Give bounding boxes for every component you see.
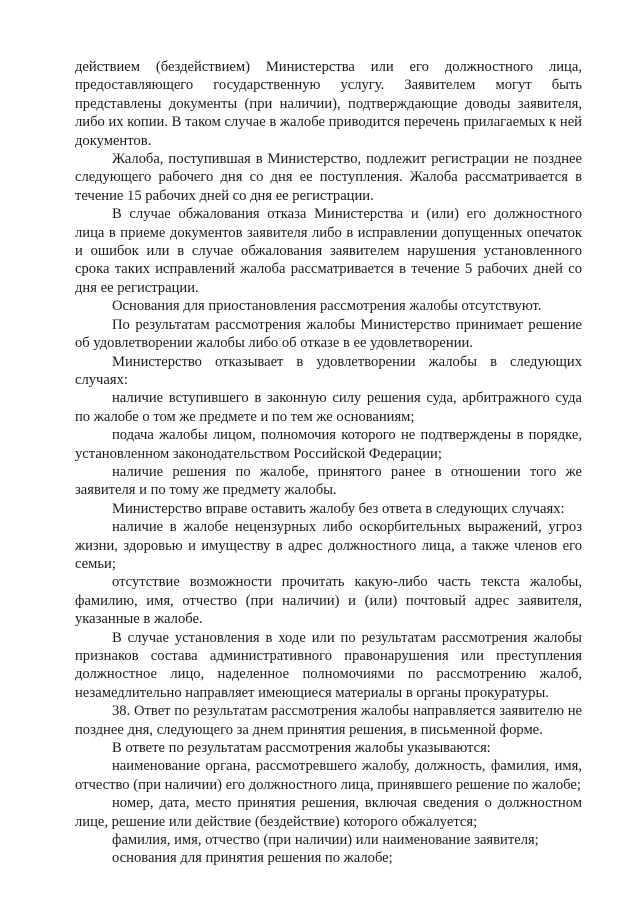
paragraph-9: наличие решения по жалобе, принятого ранее в отношении того же заявителя и по тому же предмету жалобы. bbox=[75, 463, 582, 499]
paragraph-14: 38. Ответ по результатам рассмотрения жалобы направляется заявителю не позднее дня, следующего за днем принятия решения, в письменной форме. bbox=[75, 703, 582, 738]
paragraph-4: Основания для приостановления рассмотрения жалобы отсутствуют. bbox=[112, 298, 542, 315]
paragraph-3: В случае обжалования отказа Министерства и (или) его должностного лица в приеме документов заявителя либо в исправлении допущенных опечаток и ошибок или в случае обжалования заявителем нарушения установленного срока таких исправлений жалоба рассматривается в течение 5 рабочих дней со дня ее регистрации. bbox=[75, 206, 582, 296]
paragraph-10: Министерство вправе оставить жалобу без ответа в следующих случаях: bbox=[112, 500, 565, 517]
paragraph-1: действием (бездействием) Министерства или его должностного лица, предоставляющего государственную услугу. Заявителем могут быть представлены документы (при наличии), подтверждающие доводы заявителя, либо их копии. В таком случае в жалобе приводится перечень прилагаемых к ней документов. bbox=[75, 59, 582, 149]
paragraph-8: подача жалобы лицом, полномочия которого не подтверждены в порядке, установленном законодательством Российской Федерации; bbox=[75, 427, 582, 462]
paragraph-12: отсутствие возможности прочитать какую-либо часть текста жалобы, фамилию, имя, отчество (при наличии) и (или) почтовый адрес заявителя, указанные в жалобе. bbox=[75, 574, 582, 628]
paragraph-13: В случае установления в ходе или по результатам рассмотрения жалобы признаков состава административного правонарушения или преступления должностное лицо, наделенное полномочиями по рассмотрению жалоб, незамедлительно направляет имеющиеся материалы в органы прокуратуры. bbox=[75, 629, 582, 701]
paragraph-11: наличие в жалобе нецензурных либо оскорбительных выражений, угроз жизни, здоровью и имуществу в адрес должностного лица, а также членов его семьи; bbox=[75, 519, 582, 572]
paragraph-17: номер, дата, место принятия решения, включая сведения о должностном лице, решение или действие (бездействие) которого обжалуется; bbox=[75, 795, 582, 830]
paragraph-2: Жалоба, поступившая в Министерство, подлежит регистрации не позднее следующего рабочего дня со дня ее поступления. Жалоба рассматривается в течение 15 рабочих дней со дня ее регистрации. bbox=[75, 151, 582, 204]
paragraph-5: По результатам рассмотрения жалобы Министерство принимает решение об удовлетворении жалобы либо об отказе в ее удовлетворении. bbox=[75, 316, 582, 352]
paragraph-15: В ответе по результатам рассмотрения жалобы указываются: bbox=[112, 740, 491, 757]
document-page bbox=[75, 58, 582, 868]
paragraph-19: основания для принятия решения по жалобе; bbox=[112, 850, 393, 867]
paragraph-7: наличие вступившего в законную силу решения суда, арбитражного суда по жалобе о том же предмете и по тем же основаниям; bbox=[75, 390, 582, 425]
paragraph-18: фамилия, имя, отчество (при наличии) или наименование заявителя; bbox=[112, 832, 539, 849]
paragraph-16: наименование органа, рассмотревшего жалобу, должность, фамилия, имя, отчество (при наличии) его должностного лица, принявшего решение по жалобе; bbox=[75, 758, 582, 793]
paragraph-6: Министерство отказывает в удовлетворении жалобы в следующих случаях: bbox=[75, 353, 582, 388]
